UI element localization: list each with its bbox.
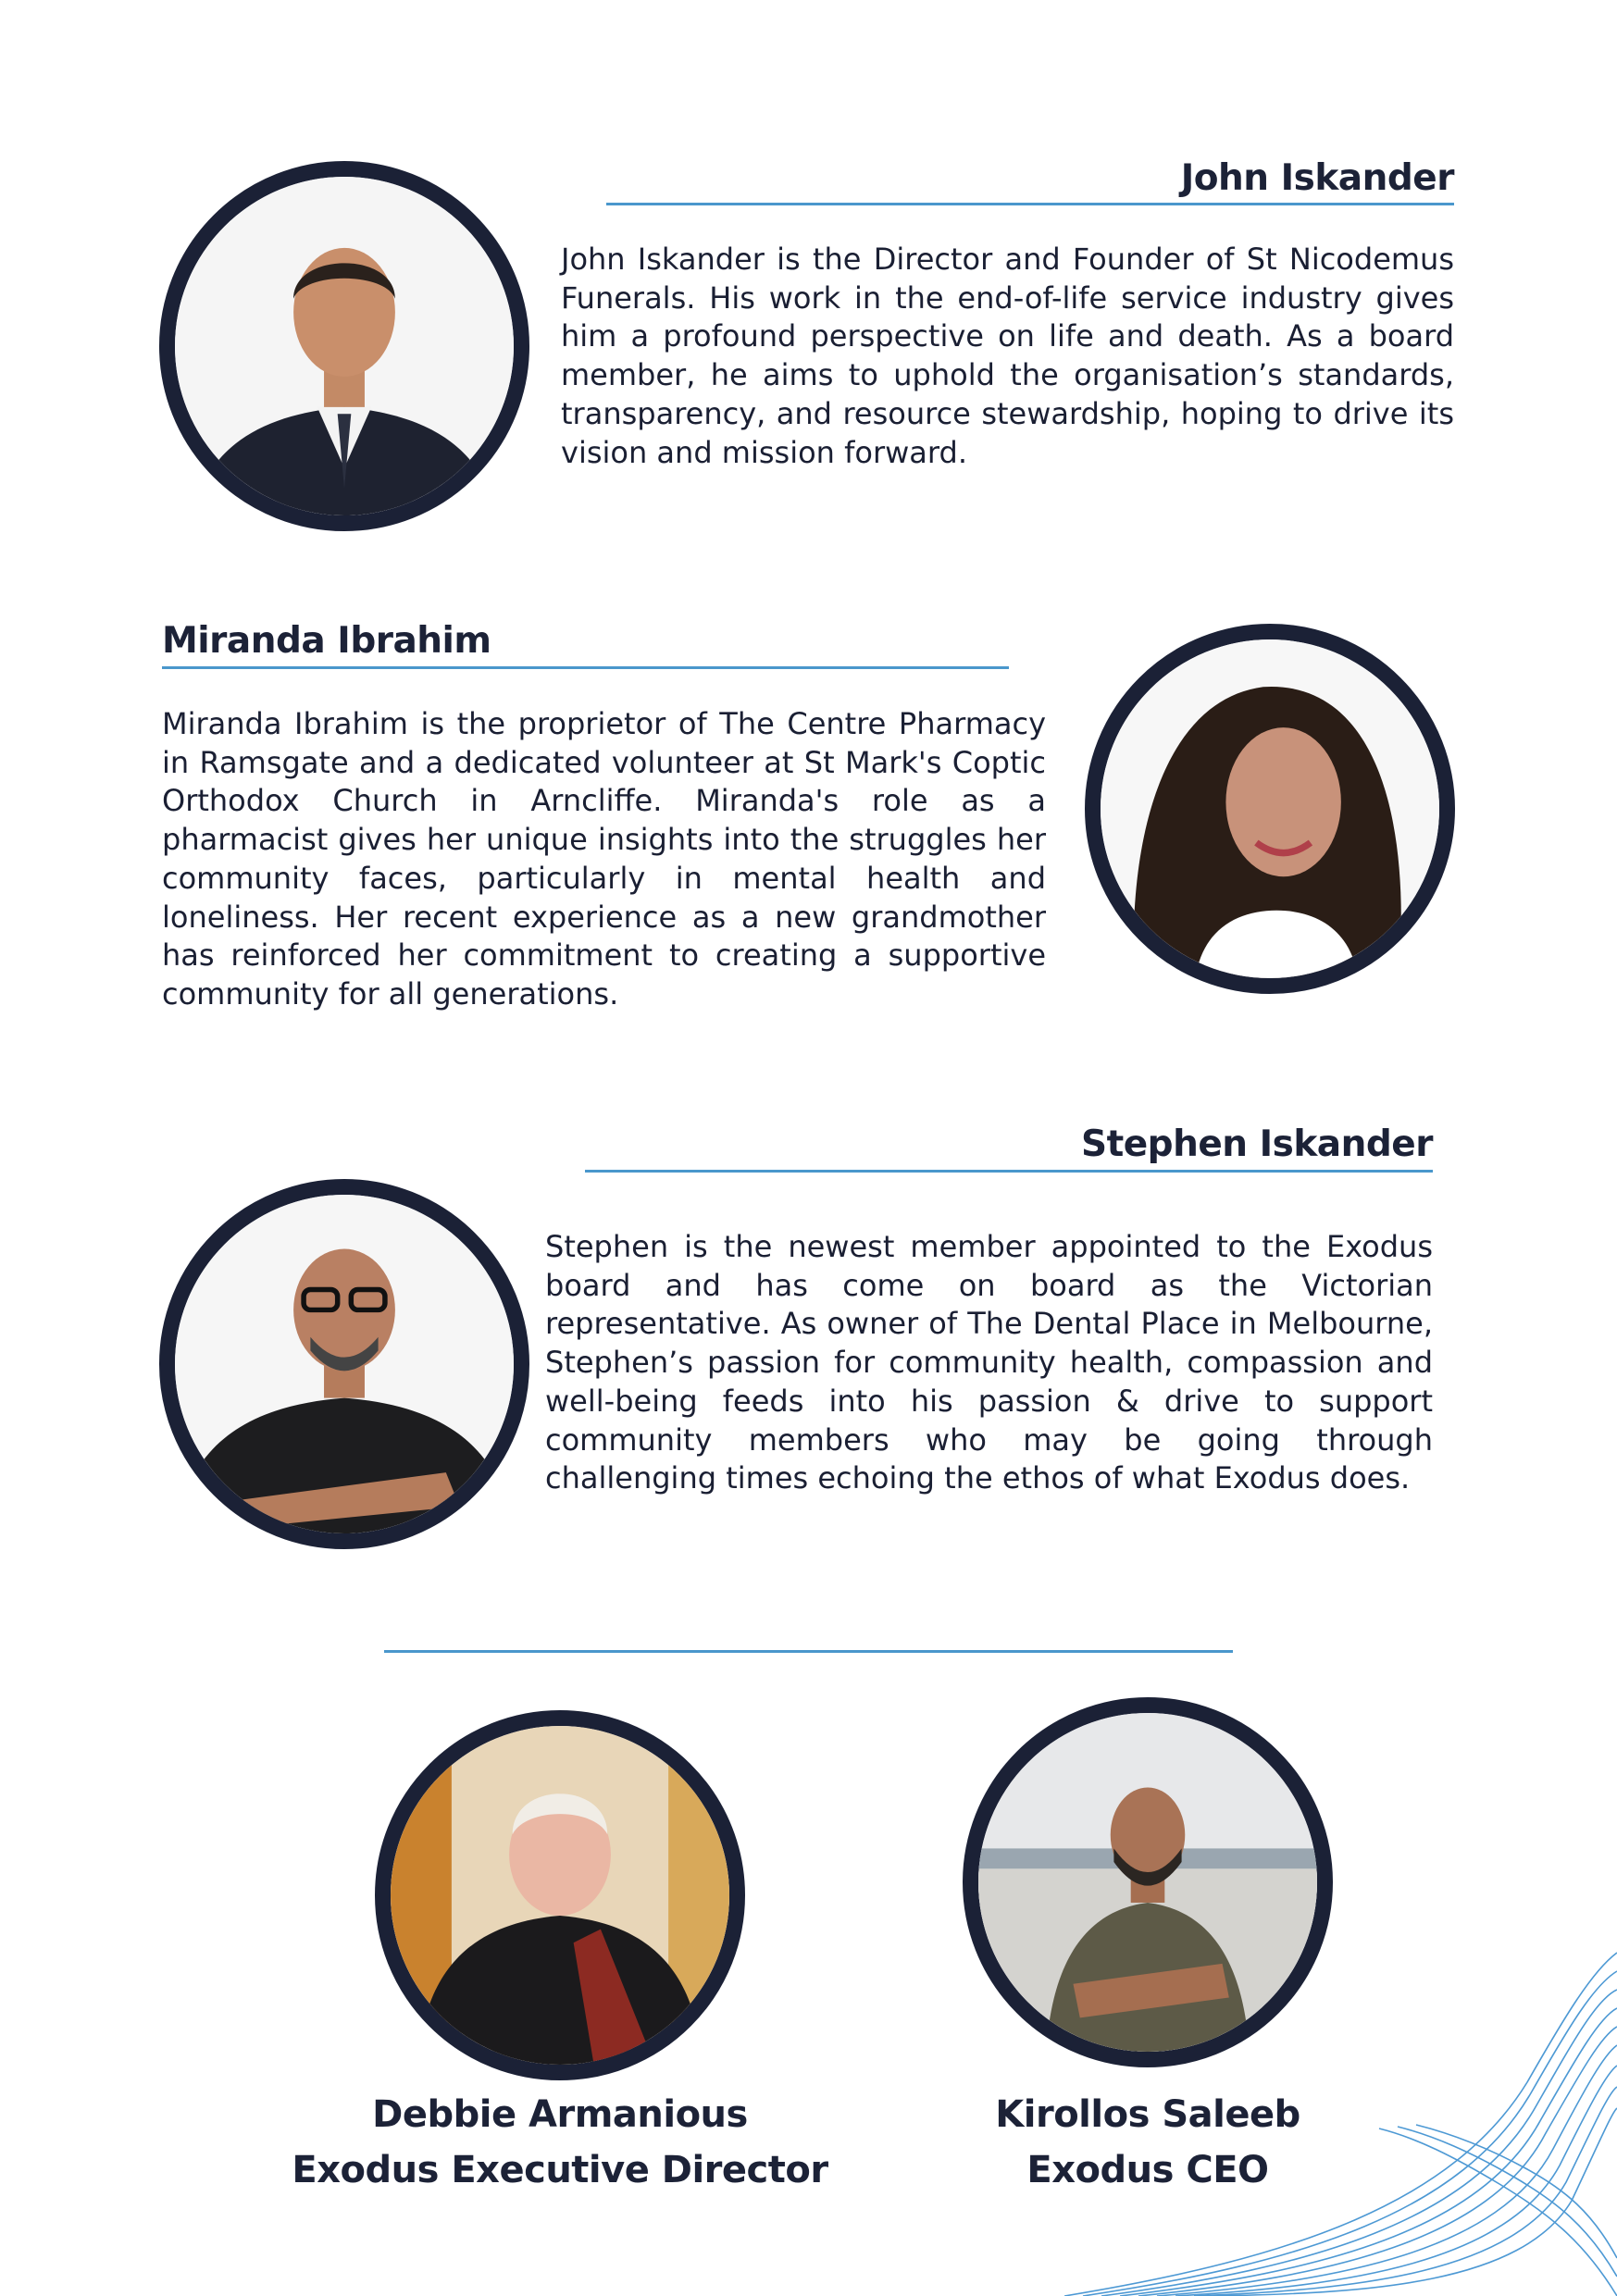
john-iskander-bio: John Iskander is the Director and Founder of St Nicodemus Funerals. His work in the end-of-life service industry gives him a profound perspective on life and death. As a board member, he aims to uphold the organisation’s standards, transparency, and resource stewardship, hoping to drive its vision and mission forward.	[561, 242, 1454, 470]
miranda-ibrahim-photo	[1085, 624, 1455, 994]
miranda-ibrahim-bio: Miranda Ibrahim is the proprietor of The Centre Pharmacy in Ramsgate and a dedicated volunteer at St Mark's Coptic Orthodox Church in Arncliffe. Miranda's role as a pharmacist gives her unique insights into the struggles her community faces, particularly in mental health and loneliness. Her recent experience as a new grandmother has reinforced her commitment to creating a supportive community for all generations.	[162, 706, 1046, 1011]
stephen-iskander-divider	[585, 1170, 1433, 1173]
kirollos-saleeb-name: Kirollos Saleeb	[995, 2093, 1300, 2136]
debbie-armanious-role: Exodus Executive Director	[292, 2149, 828, 2191]
miranda-ibrahim-divider	[162, 666, 1009, 669]
miranda-ibrahim-name: Miranda Ibrahim	[162, 620, 491, 662]
stephen-iskander-name: Stephen Iskander	[1080, 1123, 1433, 1165]
kirollos-saleeb-role: Exodus CEO	[1026, 2149, 1269, 2191]
john-iskander-photo	[159, 161, 529, 531]
debbie-armanious-photo	[375, 1710, 745, 2080]
staff-section-divider	[384, 1650, 1233, 1653]
john-iskander-name: John Iskander	[1180, 157, 1454, 199]
john-iskander-divider	[606, 203, 1454, 205]
stephen-iskander-bio: Stephen is the newest member appointed to the Exodus board and has come on board as the Victorian representative. As owner of The Dental Place in Melbourne, Stephen’s passion for community health, compassion and well-being feeds into his passion & drive to support community members who may be going through challenging times echoing the ethos of what Exodus does.	[545, 1229, 1433, 1496]
stephen-iskander-photo	[159, 1179, 529, 1549]
debbie-armanious-name: Debbie Armanious	[372, 2093, 748, 2136]
decorative-wave-lines	[1064, 1906, 1617, 2296]
